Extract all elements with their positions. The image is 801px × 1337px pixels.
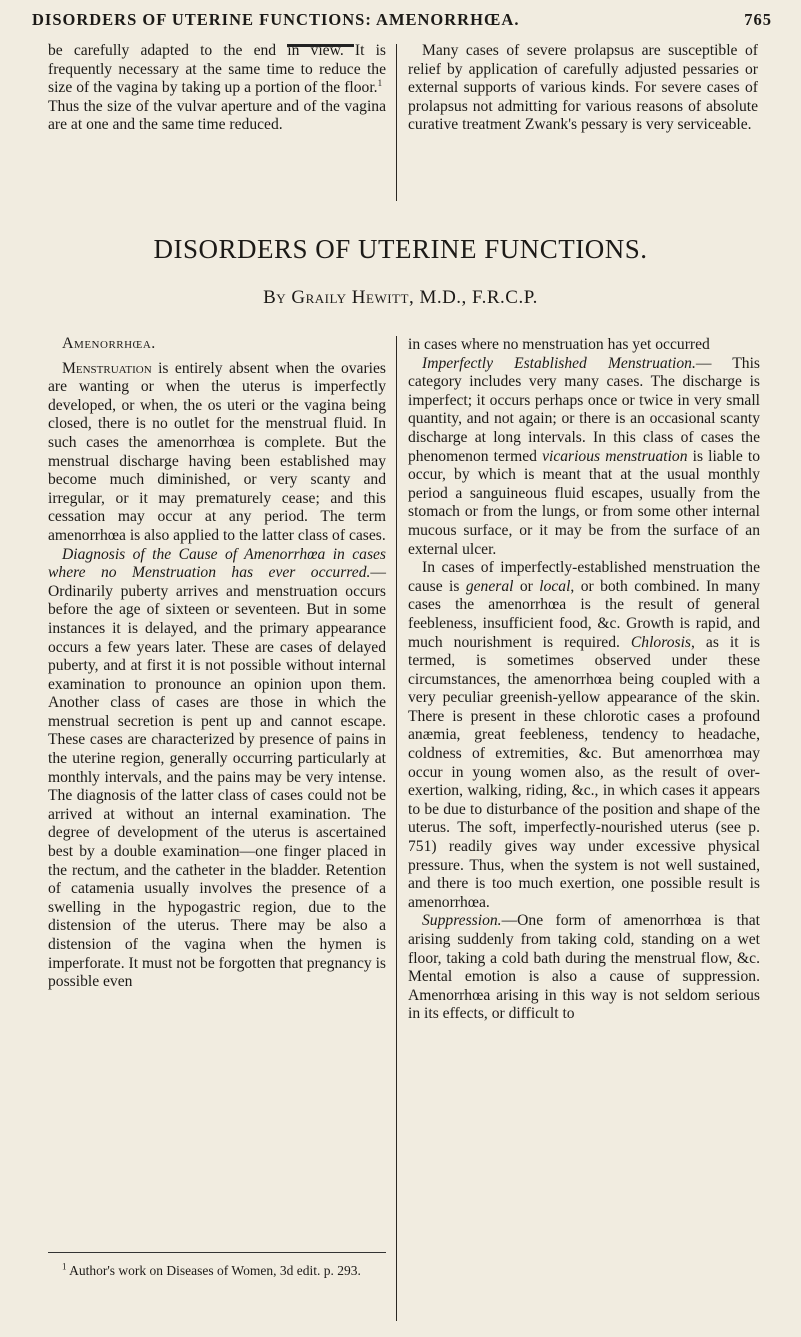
footnote-ref: 1 [377,78,383,88]
byline [0,287,801,309]
top-left-paragraph: be carefully adapted to the end in view. It is frequently necessary at the same time to reduce the size of the vagina by taking up a portion of the floor.$^1$ Thus the size of the vulvar aperture and of the vagina are at one and the same time reduced. [48,42,386,134]
byline-prefix: By [263,287,287,308]
footnote-rule [48,1252,386,1253]
imperfect-heading: Imperfectly Established Menstruation. [422,354,696,372]
article-title: DISORDERS OF UTERINE FUNCTIONS. [153,234,648,264]
left-column [48,335,386,992]
running-head [32,10,772,30]
paragraph-suppression: Suppression.—One form of amenorrhœa is that arising suddenly from taking cold, standing on a wet floor, taking a cold bath during the menstrual flow, &c. Mental emotion is also a cause of suppression. Amenorrhœa arising in this way is not seldom serious in its effects, or difficult to [408,912,760,1023]
paragraph-menstruation: Menstruation is entirely absent when the ovaries are wanting or when the uterus is imperfectly developed, or when, the os uteri or the vagina being closed, there is no outlet for the menstrual fluid. In such cases the amenorrhœa is complete. But the menstrual discharge having been established may become much diminished, or very scanty and irregular, or it may prematurely cease; and this cessation may occur at any period. The term amenorrhœa is also applied to the latter class of cases. [48,359,386,544]
paragraph-continuation: in cases where no menstruation has yet occurred [408,336,710,353]
suppression-heading: Suppression. [422,912,502,930]
paragraph-causes: In cases of imperfectly-established menstruation the cause is general or local, or both combined. In many cases the amenorrhœa is the result of general feebleness, insufficient food, &c. Growth is rapid, and much nourishment is required. Chlorosis, as it is termed, is sometimes observed under these circumstances, the amenorrhœa being coupled with a very peculiar greenish-yellow appearance of the skin. There is present in these chlorotic cases a profound anæmia, great feebleness, tendency to headache, coldness of extremities, &c. But amenorrhœa may occur in young women also, as the result of over-exertion, walking, riding, &c., in which cases it appears to be due to disturbance of the position and shape of the uterus. The soft, imperfectly-nourished uterus (see p. 751) readily gives way under excessive physical pressure. Thus, when the system is not well sustained, and there is too much exertion, one possible result is amenorrhœa. [408,559,760,911]
diagnosis-heading: Diagnosis of the Cause of Amenorrhœa in cases where no Menstruation has ever occurred. [48,545,386,582]
running-head-title: DISORDERS OF UTERINE FUNCTIONS: AMENORRHŒA. [32,10,520,29]
author-credentials: , M.D., F.R.C.P. [408,287,538,308]
paragraph-diagnosis: Diagnosis of the Cause of Amenorrhœa in cases where no Menstruation has ever occurred.—Ordinarily puberty arrives and menstruation occurs before the age of sixteen or seventeen. But in some instances it is delayed, and the primary appearance occurs a few years later. These are cases of delayed puberty, and at first it is not possible without internal examination to pronounce an opinion upon them. Another class of cases are those in which the menstrual secretion is pent up and cannot escape. These cases are characterized by presence of pains in the uterine region, generally occurring particularly at monthly intervals, and the pains may be very intense. The diagnosis of the latter class of cases could not be arrived at without an internal examination. The degree of development of the uterus is ascertained best by a double examination—one finger placed in the rectum, and the catheter in the bladder. Retention of catamenia usually involves the presence of a swelling in the hypogastric region, due to the distension of the uterus. There may be also a distension of the vagina when the hymen is imperforate. It must not be forgotten that pregnancy is possible even [48,545,386,991]
author-name: Graily Hewitt [291,287,409,308]
column-divider-top [396,44,397,201]
section-heading: Amenorrhœa. [62,335,156,352]
column-divider-main [396,336,397,1321]
footnote-mark: 1 [62,1261,67,1272]
page-number: 765 [744,10,772,29]
top-right-paragraph: Many cases of severe prolapsus are susceptible of relief by application of carefully adjusted pessaries or external supports of various kinds. For severe cases of prolapsus not admitting for various reasons of absolute curative treatment Zwank's pessary is very serviceable. [408,42,758,134]
paragraph-imperfect-menstruation: Imperfectly Established Menstruation.— This category includes very many cases. The discharge is imperfect; it occurs perhaps once or twice in very small quantity, and not again; or there is an occasional scanty discharge at long intervals. In this class of cases the phenomenon termed vicarious menstruation is liable to occur, by which is meant that at the usual monthly period a sanguineous fluid escapes, usually from the stomach or from the lungs, or from some other internal mucous surface, or it may be from the surface of an external ulcer. [408,354,760,558]
footnote [48,1263,386,1279]
footnote-text: Author's work on Diseases of Women, 3d edit. p. 293. [66,1263,361,1278]
right-column [408,336,760,1024]
